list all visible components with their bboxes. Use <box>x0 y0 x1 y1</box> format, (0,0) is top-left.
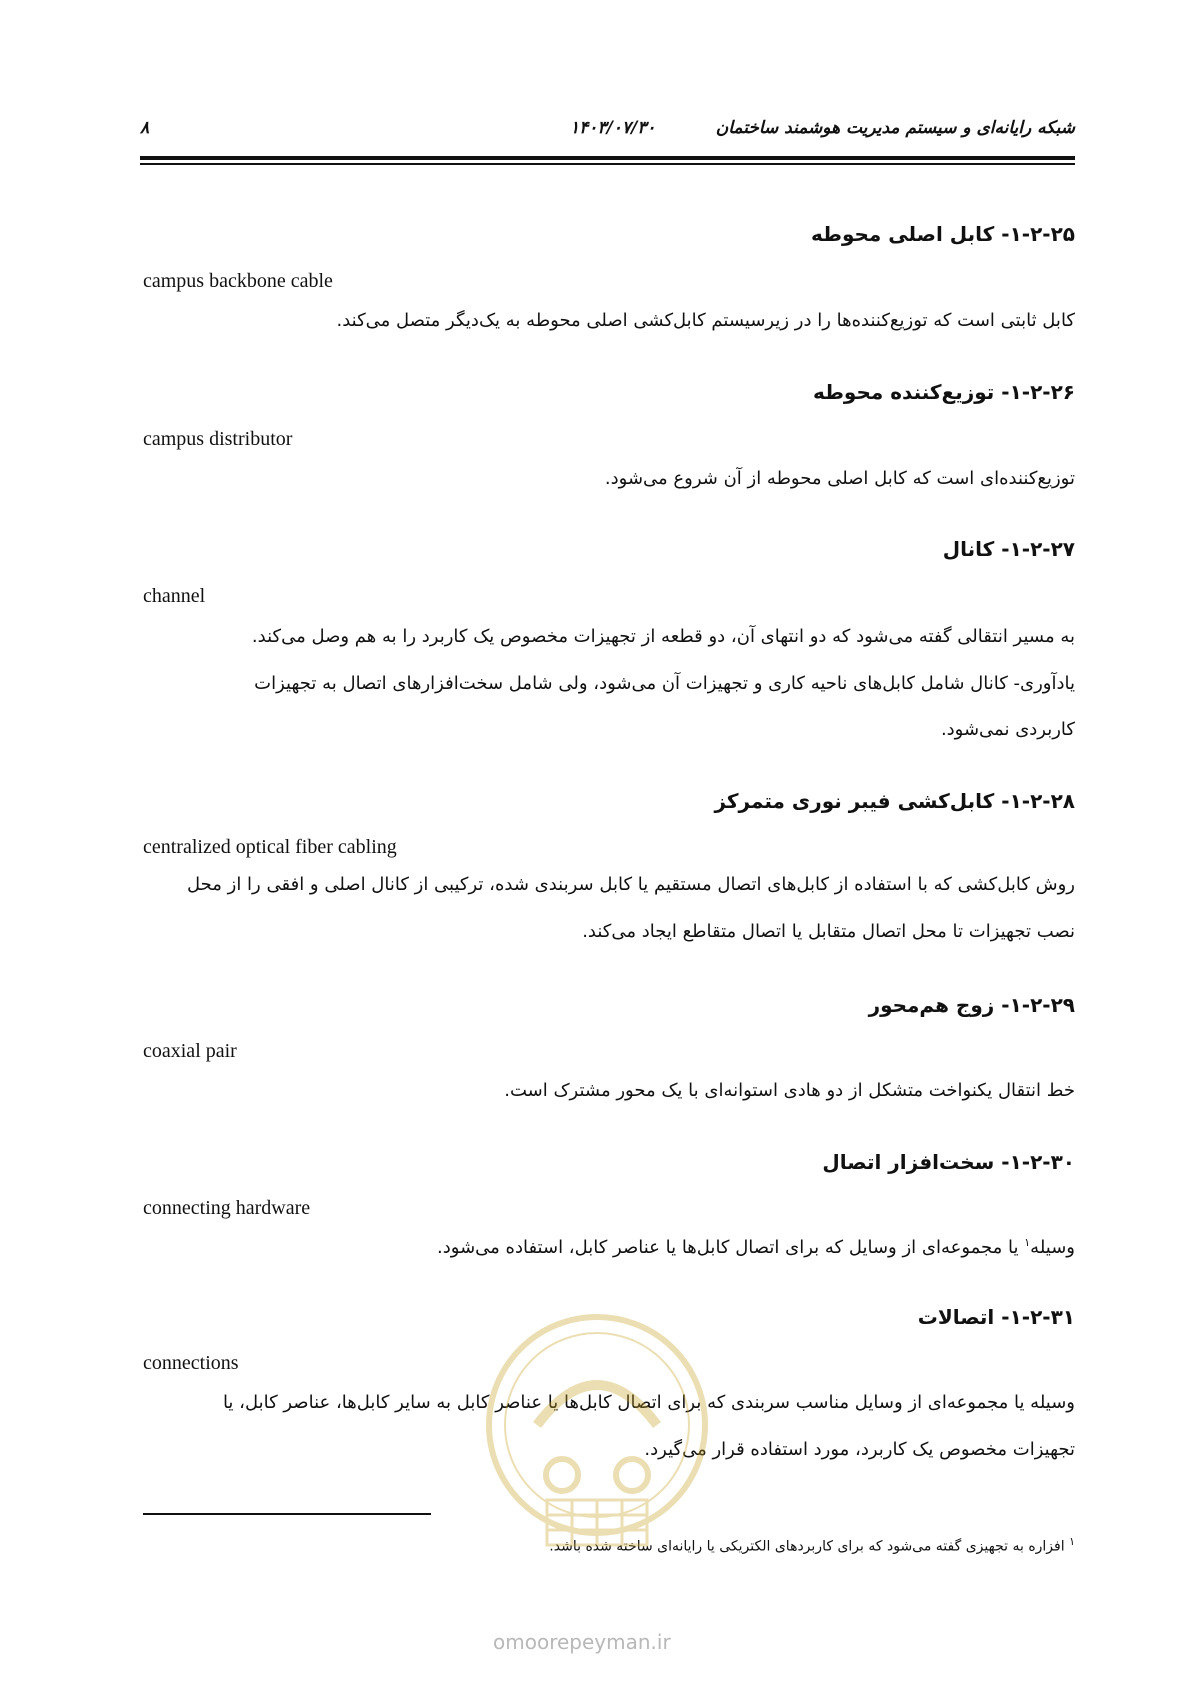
section-text-30-rest: یا مجموعه‌ای از وسایل که برای اتصال کابل‌ها یا عناصر کابل، استفاده می‌شود. <box>437 1237 1025 1258</box>
footnote-marker: ۱ <box>1069 1535 1075 1548</box>
section-term-29: coaxial pair <box>143 1040 237 1062</box>
section-heading-27: ۱-۲-۲۷- کانال <box>942 537 1075 561</box>
watermark-site: omoorepeyman.ir <box>493 1630 671 1654</box>
footnote-separator <box>143 1513 431 1515</box>
footnote-ref: ۱ <box>1024 1236 1031 1249</box>
section-text-25: کابل ثابتی است که توزیع‌کننده‌ها را در زیرسیستم کابل‌کشی اصلی محوطه به یک‌دیگر متصل می‌کند. <box>336 310 1075 331</box>
section-term-26: campus distributor <box>143 428 293 450</box>
page-header <box>140 118 1075 148</box>
section-text-29: خط انتقال یکنواخت متشکل از دو هادی استوانه‌ای با یک محور مشترک است. <box>504 1080 1075 1101</box>
section-text-30 <box>437 1236 1075 1258</box>
watermark-seal-icon <box>482 1305 712 1585</box>
section-text-27-line3: کاربردی نمی‌شود. <box>940 719 1075 740</box>
section-heading-26: ۱-۲-۲۶- توزیع‌کننده محوطه <box>812 380 1075 404</box>
header-title: شبکه رایانه‌ای و سیستم مدیریت هوشمند ساختمان <box>715 118 1075 138</box>
section-term-25: campus backbone cable <box>143 270 333 292</box>
section-text-30-start: وسیله <box>1030 1237 1075 1258</box>
section-heading-25: ۱-۲-۲۵- کابل اصلی محوطه <box>810 222 1075 246</box>
header-rule-thick <box>140 156 1075 160</box>
section-heading-29: ۱-۲-۲۹- زوج هم‌محور <box>868 993 1075 1017</box>
section-term-27: channel <box>143 585 206 607</box>
section-heading-28: ۱-۲-۲۸- کابل‌کشی فیبر نوری متمرکز <box>714 789 1075 813</box>
section-heading-30: ۱-۲-۳۰- سخت‌افزار اتصال <box>822 1150 1075 1174</box>
section-text-28-line2: نصب تجهیزات تا محل اتصال متقابل یا اتصال متقاطع ایجاد می‌کند. <box>582 921 1075 942</box>
page-number: ۸ <box>140 118 150 138</box>
header-date: ۱۴۰۳/۰۷/۳۰ <box>570 118 656 138</box>
section-text-28-line1: روش کابل‌کشی که با استفاده از کابل‌های اتصال مستقیم یا کابل سربندی شده، ترکیبی از کانال اصلی و افقی را از محل <box>187 874 1075 895</box>
section-text-31-line1: وسیله یا مجموعه‌ای از وسایل مناسب سربندی که برای اتصال کابل‌ها یا عناصر کابل به سایر کابل‌ها، عناصر کابل، یا <box>222 1392 1075 1413</box>
header-rule-thin <box>140 163 1075 165</box>
section-text-27-line1: به مسیر انتقالی گفته می‌شود که دو انتهای آن، دو قطعه از تجهیزات مخصوص یک کاربرد را به هم وصل می‌کند. <box>251 626 1075 647</box>
section-text-31-line2: تجهیزات مخصوص یک کاربرد، مورد استفاده قرار می‌گیرد. <box>644 1439 1075 1460</box>
footnote-text: افزاره به تجهیزی گفته می‌شود که برای کاربردهای الکتریکی یا رایانه‌ای ساخته شده باشد. <box>549 1538 1070 1555</box>
section-text-26: توزیع‌کننده‌ای است که کابل اصلی محوطه از آن شروع می‌شود. <box>604 468 1075 489</box>
section-term-31: connections <box>143 1352 239 1374</box>
section-text-27-line2: یادآوری- کانال شامل کابل‌های ناحیه کاری و تجهیزات آن می‌شود، ولی شامل سخت‌افزارهای اتصال به تجهیزات <box>254 673 1075 694</box>
section-term-30: connecting hardware <box>143 1197 311 1219</box>
section-heading-31: ۱-۲-۳۱- اتصالات <box>917 1305 1075 1329</box>
section-term-28: centralized optical fiber cabling <box>143 836 397 858</box>
